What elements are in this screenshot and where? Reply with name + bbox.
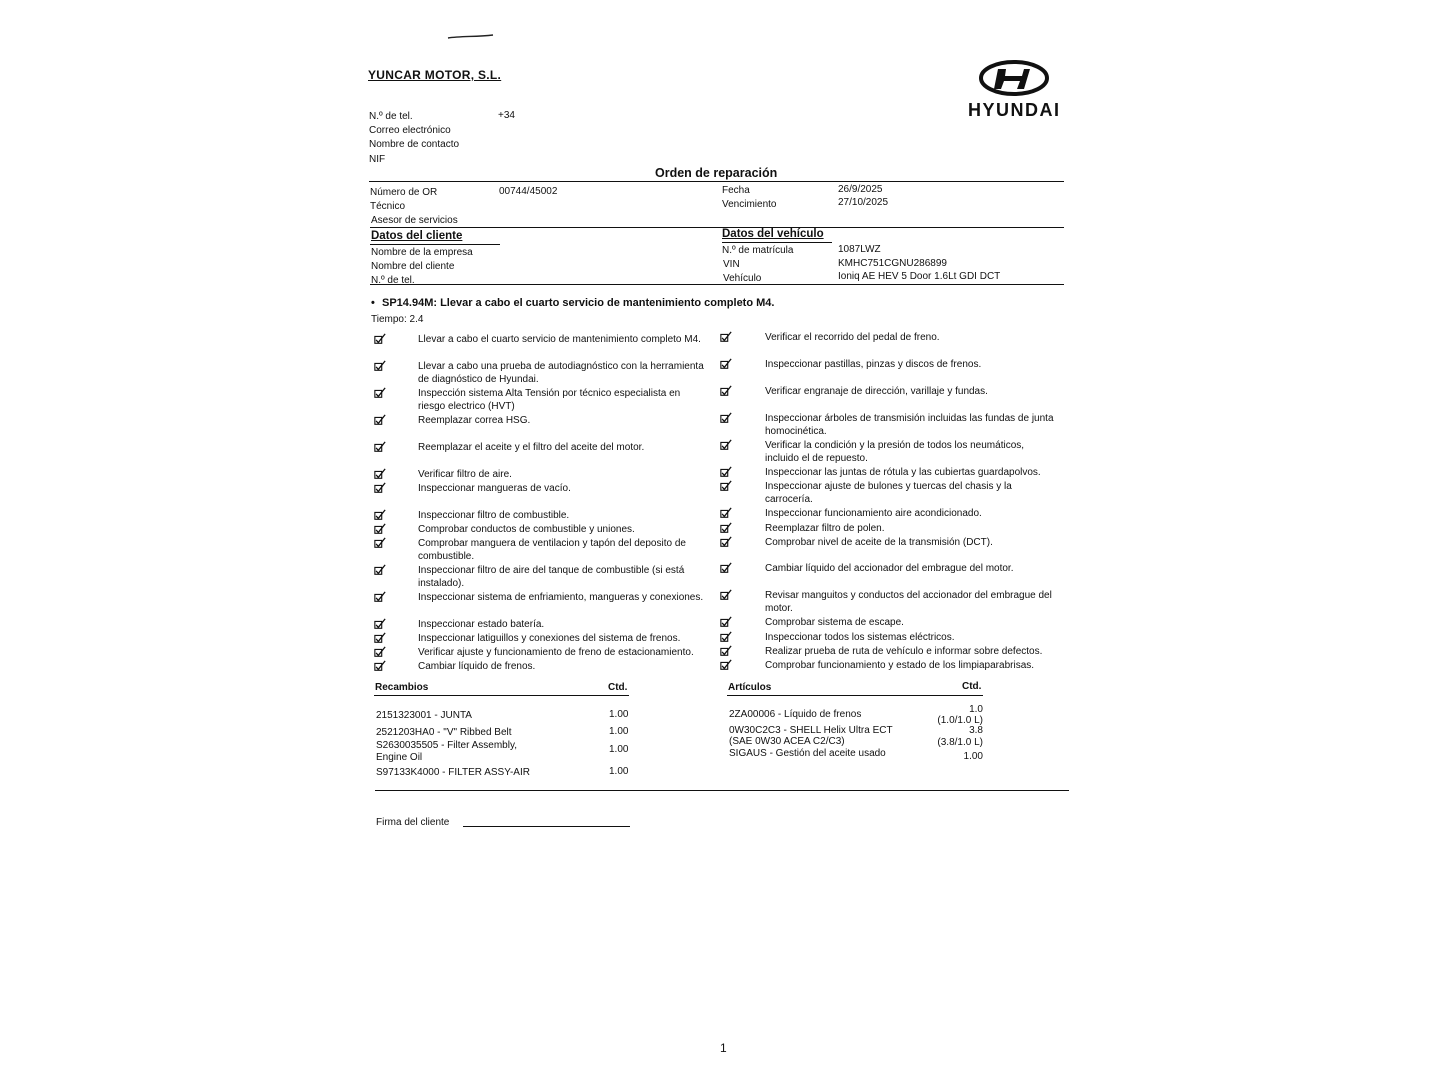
- document-title: Orden de reparación: [655, 166, 778, 180]
- signature-line[interactable]: [463, 826, 630, 827]
- vin-value: KMHC751CGNU286899: [838, 258, 947, 269]
- checked-box-icon[interactable]: [374, 482, 386, 494]
- checked-box-icon[interactable]: [720, 536, 732, 548]
- checked-box-icon[interactable]: [720, 412, 732, 424]
- task-item: Verificar el recorrido del pedal de freno.: [765, 332, 940, 343]
- checked-box-icon[interactable]: [720, 331, 732, 343]
- checked-box-icon[interactable]: [720, 466, 732, 478]
- task-item: Inspeccionar pastillas, pinzas y discos de frenos.: [765, 359, 982, 370]
- task-item: Verificar la condición y la presión de todos los neumáticos, incluido el de repuesto.: [765, 440, 1025, 464]
- task-item: Comprobar manguera de ventilacion y tapón del deposito de combustible.: [418, 538, 686, 562]
- client-phone-label: N.º de tel.: [371, 275, 415, 286]
- articles-qty-header: Ctd.: [962, 681, 982, 692]
- articles-row-qty-detail: (3.8/1.0 L): [937, 737, 983, 748]
- checked-box-icon[interactable]: [720, 358, 732, 370]
- task-item: Comprobar funcionamiento y estado de los limpiaparabrisas.: [765, 660, 1035, 671]
- task-item: Llevar a cabo una prueba de autodiagnóstico con la herramienta de diagnóstico de Hyundai.: [418, 361, 704, 385]
- checked-box-icon[interactable]: [374, 360, 386, 372]
- parts-row-name: 2521203HA0 - "V" Ribbed Belt: [376, 727, 512, 738]
- articles-header: Artículos: [728, 682, 772, 693]
- checked-box-icon[interactable]: [720, 507, 732, 519]
- checked-box-icon[interactable]: [374, 591, 386, 603]
- service-time: Tiempo: 2.4: [371, 314, 424, 325]
- parts-row-qty: 1.00: [609, 726, 629, 737]
- contact-email-label: Correo electrónico: [369, 125, 451, 136]
- checked-box-icon[interactable]: [374, 564, 386, 576]
- checked-box-icon[interactable]: [374, 441, 386, 453]
- date-value: 26/9/2025: [838, 184, 883, 195]
- checked-box-icon[interactable]: [374, 632, 386, 644]
- divider: [374, 695, 629, 696]
- task-item: Reemplazar correa HSG.: [418, 415, 531, 426]
- checked-box-icon[interactable]: [720, 480, 732, 492]
- parts-header: Recambios: [375, 682, 429, 693]
- checked-box-icon[interactable]: [374, 468, 386, 480]
- articles-row-name: 2ZA00006 - Líquido de frenos: [729, 709, 862, 720]
- vehicle-section-title: Datos del vehículo: [722, 228, 824, 240]
- articles-row-qty-detail: (1.0/1.0 L): [937, 715, 983, 726]
- task-item: Realizar prueba de ruta de vehículo e informar sobre defectos.: [765, 646, 1043, 657]
- checked-box-icon[interactable]: [720, 645, 732, 657]
- checked-box-icon[interactable]: [374, 618, 386, 630]
- client-section-title: Datos del cliente: [371, 230, 463, 242]
- articles-row-qty: 1.0: [969, 704, 983, 715]
- vehicle-value: Ioniq AE HEV 5 Door 1.6Lt GDI DCT: [838, 271, 1001, 282]
- checked-box-icon[interactable]: [374, 646, 386, 658]
- technician-label: Técnico: [370, 201, 406, 212]
- divider: [727, 695, 983, 696]
- task-item: Comprobar nivel de aceite de la transmisión (DCT).: [765, 537, 993, 548]
- parts-row-name: S97133K4000 - FILTER ASSY-AIR: [376, 767, 530, 778]
- contact-phone-value: +34: [498, 110, 515, 121]
- divider: [370, 284, 1064, 285]
- service-bullet: •: [371, 297, 375, 309]
- checked-box-icon[interactable]: [720, 589, 732, 601]
- task-item: Reemplazar el aceite y el filtro del aceite del motor.: [418, 442, 645, 453]
- parts-qty-header: Ctd.: [608, 682, 628, 693]
- task-item: Verificar engranaje de dirección, varillaje y fundas.: [765, 386, 988, 397]
- client-name-label: Nombre del cliente: [371, 261, 455, 272]
- task-item: Inspeccionar filtro de aire del tanque de combustible (si está instalado).: [418, 565, 685, 589]
- checked-box-icon[interactable]: [720, 562, 732, 574]
- checked-box-icon[interactable]: [720, 439, 732, 451]
- checked-box-icon[interactable]: [720, 659, 732, 671]
- checked-box-icon[interactable]: [374, 523, 386, 535]
- task-item: Inspeccionar latiguillos y conexiones del sistema de frenos.: [418, 633, 681, 644]
- task-item: Inspección sistema Alta Tensión por técnico especialista en riesgo electrico (HVT): [418, 388, 681, 412]
- parts-row-qty: 1.00: [609, 744, 629, 755]
- checked-box-icon[interactable]: [720, 522, 732, 534]
- task-item: Inspeccionar estado batería.: [418, 619, 545, 630]
- articles-row-qty: 3.8: [969, 725, 983, 736]
- vin-label: VIN: [723, 259, 740, 270]
- checked-box-icon[interactable]: [374, 660, 386, 672]
- task-item: Inspeccionar mangueras de vacío.: [418, 483, 571, 494]
- task-item: Llevar a cabo el cuarto servicio de mantenimiento completo M4.: [418, 334, 701, 345]
- checked-box-icon[interactable]: [374, 537, 386, 549]
- checked-box-icon[interactable]: [374, 333, 386, 345]
- checked-box-icon[interactable]: [374, 414, 386, 426]
- task-item: Comprobar sistema de escape.: [765, 617, 904, 628]
- order-number-label: Número de OR: [370, 187, 438, 198]
- task-item: Revisar manguitos y conductos del accionador del embrague del motor.: [765, 590, 1052, 614]
- task-item: Inspeccionar todos los sistemas eléctricos.: [765, 632, 955, 643]
- company-name: YUNCAR MOTOR, S.L.: [368, 68, 502, 82]
- client-company-label: Nombre de la empresa: [371, 247, 473, 258]
- checked-box-icon[interactable]: [374, 387, 386, 399]
- task-item: Cambiar líquido de frenos.: [418, 661, 536, 672]
- due-value: 27/10/2025: [838, 197, 889, 208]
- task-item: Cambiar líquido del accionador del embrague del motor.: [765, 563, 1014, 574]
- parts-row-qty: 1.00: [609, 709, 629, 720]
- task-item: Inspeccionar filtro de combustible.: [418, 510, 570, 521]
- brand-text: HYUNDAI: [968, 100, 1061, 120]
- advisor-label: Asesor de servicios: [371, 215, 458, 226]
- task-item: Verificar ajuste y funcionamiento de freno de estacionamiento.: [418, 647, 694, 658]
- page-number: 1: [720, 1041, 727, 1055]
- parts-row-name: S2630035505 - Filter Assembly, Engine Oil: [376, 740, 518, 763]
- task-item: Comprobar conductos de combustible y uniones.: [418, 524, 635, 535]
- task-item: Inspeccionar árboles de transmisión incluidas las fundas de junta homocinética.: [765, 413, 1054, 437]
- order-number-value: 00744/45002: [499, 186, 558, 197]
- articles-row-name: SIGAUS - Gestión del aceite usado: [729, 748, 886, 759]
- plate-label: N.º de matrícula: [722, 245, 794, 256]
- task-item: Inspeccionar las juntas de rótula y las cubiertas guardapolvos.: [765, 467, 1041, 478]
- task-item: Inspeccionar funcionamiento aire acondicionado.: [765, 508, 982, 519]
- parts-row-name: 2151323001 - JUNTA: [376, 710, 472, 721]
- articles-row-name: 0W30C2C3 - SHELL Helix Ultra ECT (SAE 0W30 ACEA C2/C3): [729, 725, 893, 747]
- divider: [375, 790, 1069, 791]
- contact-phone-label: N.º de tel.: [369, 111, 413, 122]
- due-label: Vencimiento: [722, 199, 777, 210]
- vehicle-label: Vehículo: [723, 273, 762, 284]
- contact-nif-label: NIF: [369, 154, 386, 165]
- hyundai-logo: [966, 60, 1062, 124]
- task-item: Reemplazar filtro de polen.: [765, 523, 885, 534]
- divider: [370, 227, 1064, 228]
- divider: [369, 181, 1064, 182]
- task-item: Inspeccionar ajuste de bulones y tuercas del chasis y la carrocería.: [765, 481, 1012, 505]
- divider: [722, 242, 832, 243]
- checked-box-icon[interactable]: [374, 509, 386, 521]
- task-item: Verificar filtro de aire.: [418, 469, 512, 480]
- divider: [370, 244, 500, 245]
- checked-box-icon[interactable]: [720, 385, 732, 397]
- checked-box-icon[interactable]: [720, 631, 732, 643]
- articles-row-qty: 1.00: [963, 751, 983, 762]
- parts-row-qty: 1.00: [609, 766, 629, 777]
- pen-mark: [446, 32, 496, 42]
- plate-value: 1087LWZ: [838, 244, 881, 255]
- signature-label: Firma del cliente: [376, 817, 450, 828]
- checked-box-icon[interactable]: [720, 616, 732, 628]
- contact-name-label: Nombre de contacto: [369, 139, 460, 150]
- service-title: SP14.94M: Llevar a cabo el cuarto servicio de mantenimiento completo M4.: [382, 297, 775, 309]
- task-item: Inspeccionar sistema de enfriamiento, mangueras y conexiones.: [418, 592, 704, 603]
- date-label: Fecha: [722, 185, 750, 196]
